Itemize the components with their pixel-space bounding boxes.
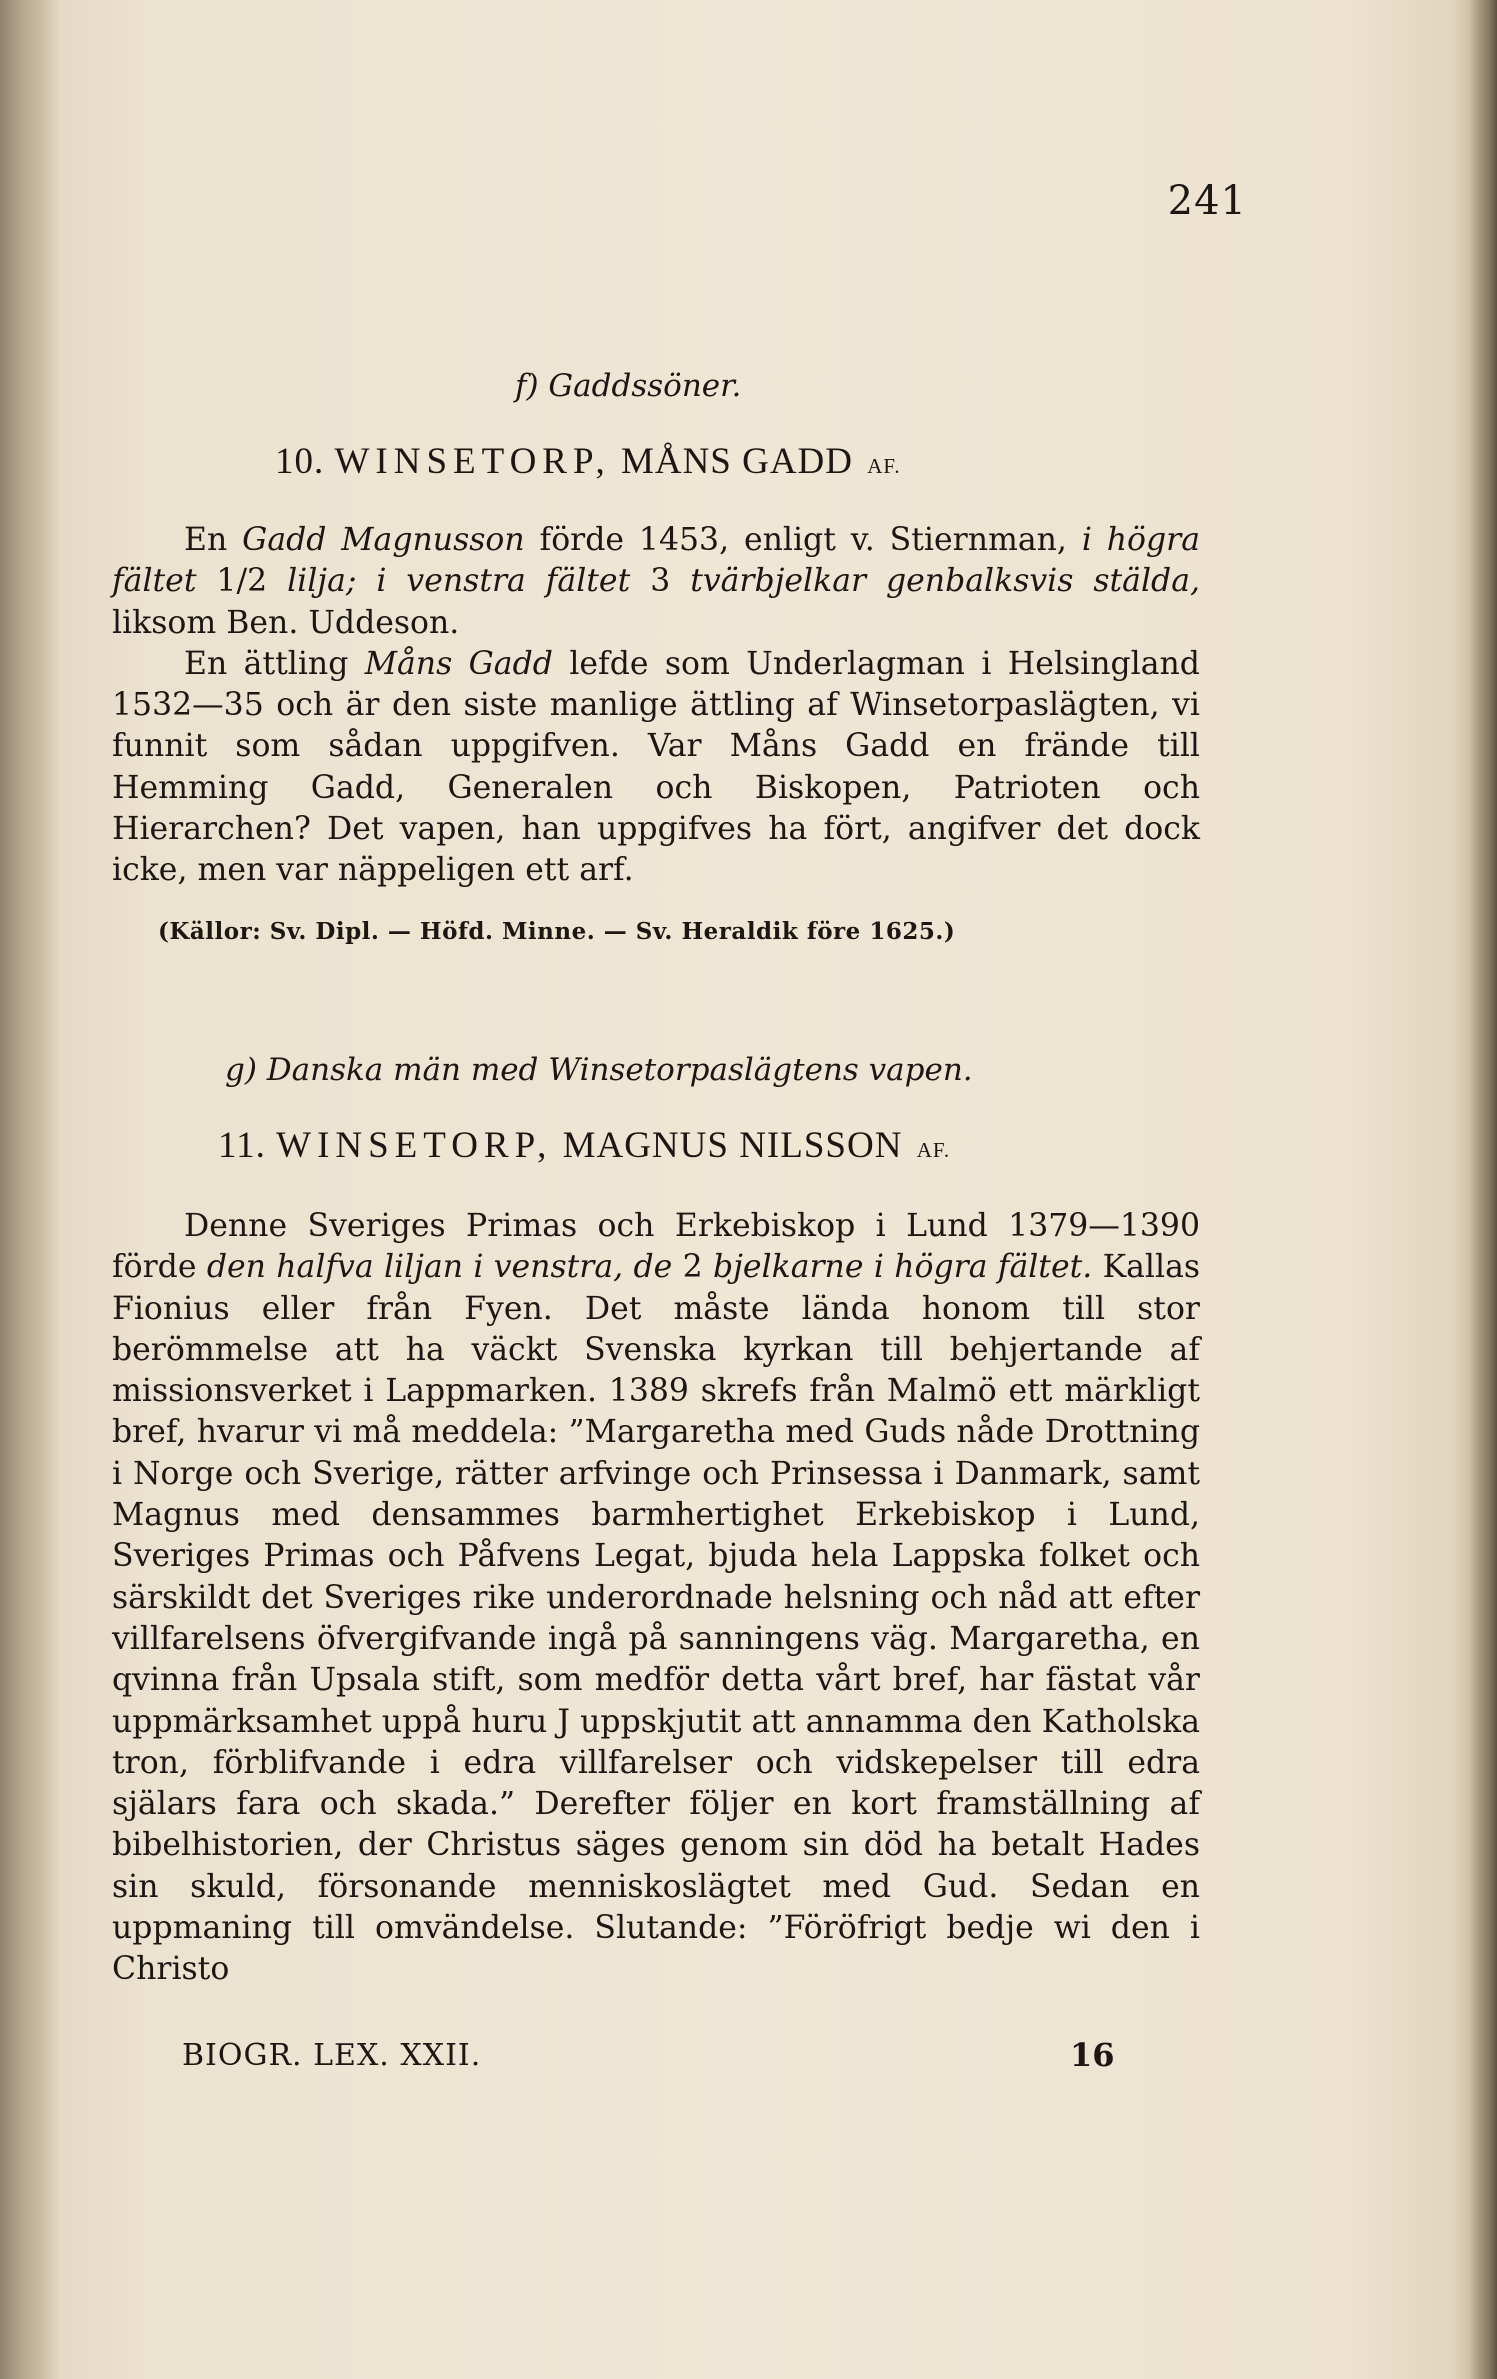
entry-person: MÅNS GADD [620,441,854,482]
page-number: 241 [1167,178,1247,224]
binding-gutter [0,0,60,2379]
entry-number: 11. [218,1125,266,1166]
entry-title-10 [275,440,901,483]
entry-number: 10. [275,441,325,482]
paragraph-arms: En Gadd Magnusson förde 1453, enligt v. Stiernman, i högra fältet 1/2 lilja; i venstra fältet 3 tvärbjelkar genbalksvis stälda, liksom Ben. Uddeson. [112,522,1201,641]
entry-name: WINSETORP, [276,1125,553,1166]
entry-suffix: AF. [867,454,901,478]
entry-suffix: AF. [916,1138,951,1162]
footer-signature: BIOGR. LEX. XXII. [182,2038,482,2073]
entry-11-text [112,1206,1200,1991]
footer-sheet-number: 16 [1070,2036,1115,2074]
entry-name: WINSETORP, [334,441,611,482]
entry-10-text [112,520,1200,892]
section-heading-f: f) Gaddssöner. [515,368,742,404]
section-heading-g: g) Danska män med Winsetorpaslägtens vapen. [225,1052,973,1088]
paragraph-descendant: En ättling Måns Gadd lefde som Underlagman i Helsingland 1532—35 och är den siste manlige ättling af Winsetorpaslägten, vi funnit som sådan uppgifven. Var Måns Gadd en frände till Hemming Gadd, Generalen och Biskopen, Patrioten och Hierarchen? Det vapen, han uppgifves ha fört, angifver det dock icke, men var näppeligen ett arf. [112,645,1200,889]
entry-person: MAGNUS NILSSON [562,1125,903,1166]
paragraph-magnus: Denne Sveriges Primas och Erkebiskop i Lund 1379—1390 förde den halfva liljan i venstra, de 2 bjelkarne i högra fältet. Kallas Fionius eller från Fyen. Det måste lända honom till stor berömmelse att ha väckt Svenska kyrkan till behjertande af missionsverket i Lappmarken. 1389 skrefs från Malmö ett märkligt bref, hvarur vi må meddela: ”Margaretha med Guds nåde Drottning i Norge och Sverige, rätter arfvinge och Prinsessa i Danmark, samt Magnus med densammes barmhertighet Erkebiskop i Lund, Sveriges Primas och Påfvens Legat, bjuda hela Lappska folket och särskildt det Sveriges rike underordnade helsning och nåd att efter villfarelsens öfvergifvande ingå på sanningens väg. Margaretha, en qvinna från Upsala stift, som medför detta vårt bref, har fästat vår uppmärksamhet uppå huru J uppskjutit att annamma den Katholska tron, förblifvande i edra villfarelser och vidskepelser till edra själars fara och skada.” Derefter följer en kort framställning af bibelhistorien, der Christus säges genom sin död ha betalt Hades sin skuld, försonande menniskoslägtet med Gud. Sedan en uppmaning till omvändelse. Slutande: ”Föröfrigt bedje wi den i Christo [112,1208,1201,1988]
sources-note: (Källor: Sv. Dipl. — Höfd. Minne. — Sv. Heraldik före 1625.) [158,918,956,945]
page-edge-shadow [1469,0,1497,2379]
entry-title-11 [218,1124,950,1167]
